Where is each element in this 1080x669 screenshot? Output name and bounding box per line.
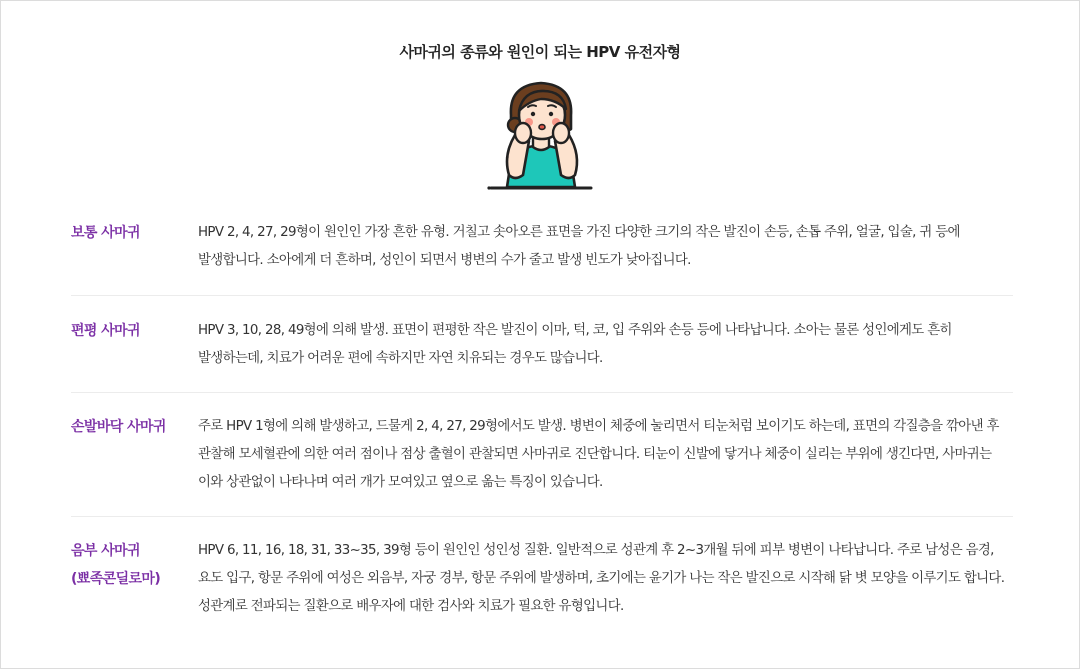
wart-type-description: 주로 HPV 1형에 의해 발생하고, 드물게 2, 4, 27, 29형에서도 발생. 병변이 체중에 눌리면서 티눈처럼 보이기도 하는데, 표면의 각질층을 깎아낸 후 관찰해 모세혈관에 의한 여러 점이나 점상 출혈이 관찰되면 사마귀로 진단합니다. 티눈이 신발에 닿거나 체중이 실리는 부위에 생긴다면, 사마귀는 이와 상관없이 나타나며 여러 개가 모여있고 옆으로 옮는 특징이 있습니다. <box>198 419 999 490</box>
wart-type-label: 음부 사마귀 <box>71 543 140 559</box>
wart-type-description: HPV 2, 4, 27, 29형이 원인인 가장 흔한 유형. 거칠고 솟아오른 표면을 가진 다양한 크기의 작은 발진이 손등, 손톱 주위, 얼굴, 입술, 귀 등에 발생합니다. 소아에게 더 흔하며, 성인이 되면서 병변의 수가 줄고 발생 빈도가 낮아집니다. <box>198 225 960 268</box>
list-item <box>71 393 1013 517</box>
list-item <box>71 517 1013 627</box>
list-item <box>71 296 1013 393</box>
wart-type-description: HPV 6, 11, 16, 18, 31, 33~35, 39형 등이 원인인 성인성 질환. 일반적으로 성관계 후 2~3개월 뒤에 피부 병변이 나타납니다. 주로 남성은 음경, 요도 입구, 항문 주위에 여성은 외음부, 자궁 경부, 항문 주위에 발생하며, 초기에는 윤기가 나는 작은 발진으로 시작해 닭 볏 모양을 이루기도 합니다. 성관계로 전파되는 질환으로 배우자에 대한 검사와 치료가 필요한 유형입니다. <box>198 543 1005 614</box>
page-title: 사마귀의 종류와 원인이 되는 HPV 유전자형 <box>399 43 681 61</box>
wart-type-label: 편평 사마귀 <box>71 323 140 339</box>
wart-type-list <box>71 209 1013 627</box>
wart-type-label: 손발바닥 사마귀 <box>71 419 166 435</box>
list-item <box>71 209 1013 296</box>
wart-type-description: HPV 3, 10, 28, 49형에 의해 발생. 표면이 편평한 작은 발진이 이마, 턱, 코, 입 주위와 손등 등에 나타납니다. 소아는 물론 성인에게도 흔히 발생하는데, 치료가 어려운 편에 속하지만 자연 치유되는 경우도 많습니다. <box>198 323 952 366</box>
wart-type-label: 보통 사마귀 <box>71 225 140 241</box>
worried-woman-illustration-icon <box>485 77 597 193</box>
wart-type-label-block <box>71 537 198 627</box>
wart-type-label-sub: (뾰족콘딜로마) <box>71 571 161 587</box>
